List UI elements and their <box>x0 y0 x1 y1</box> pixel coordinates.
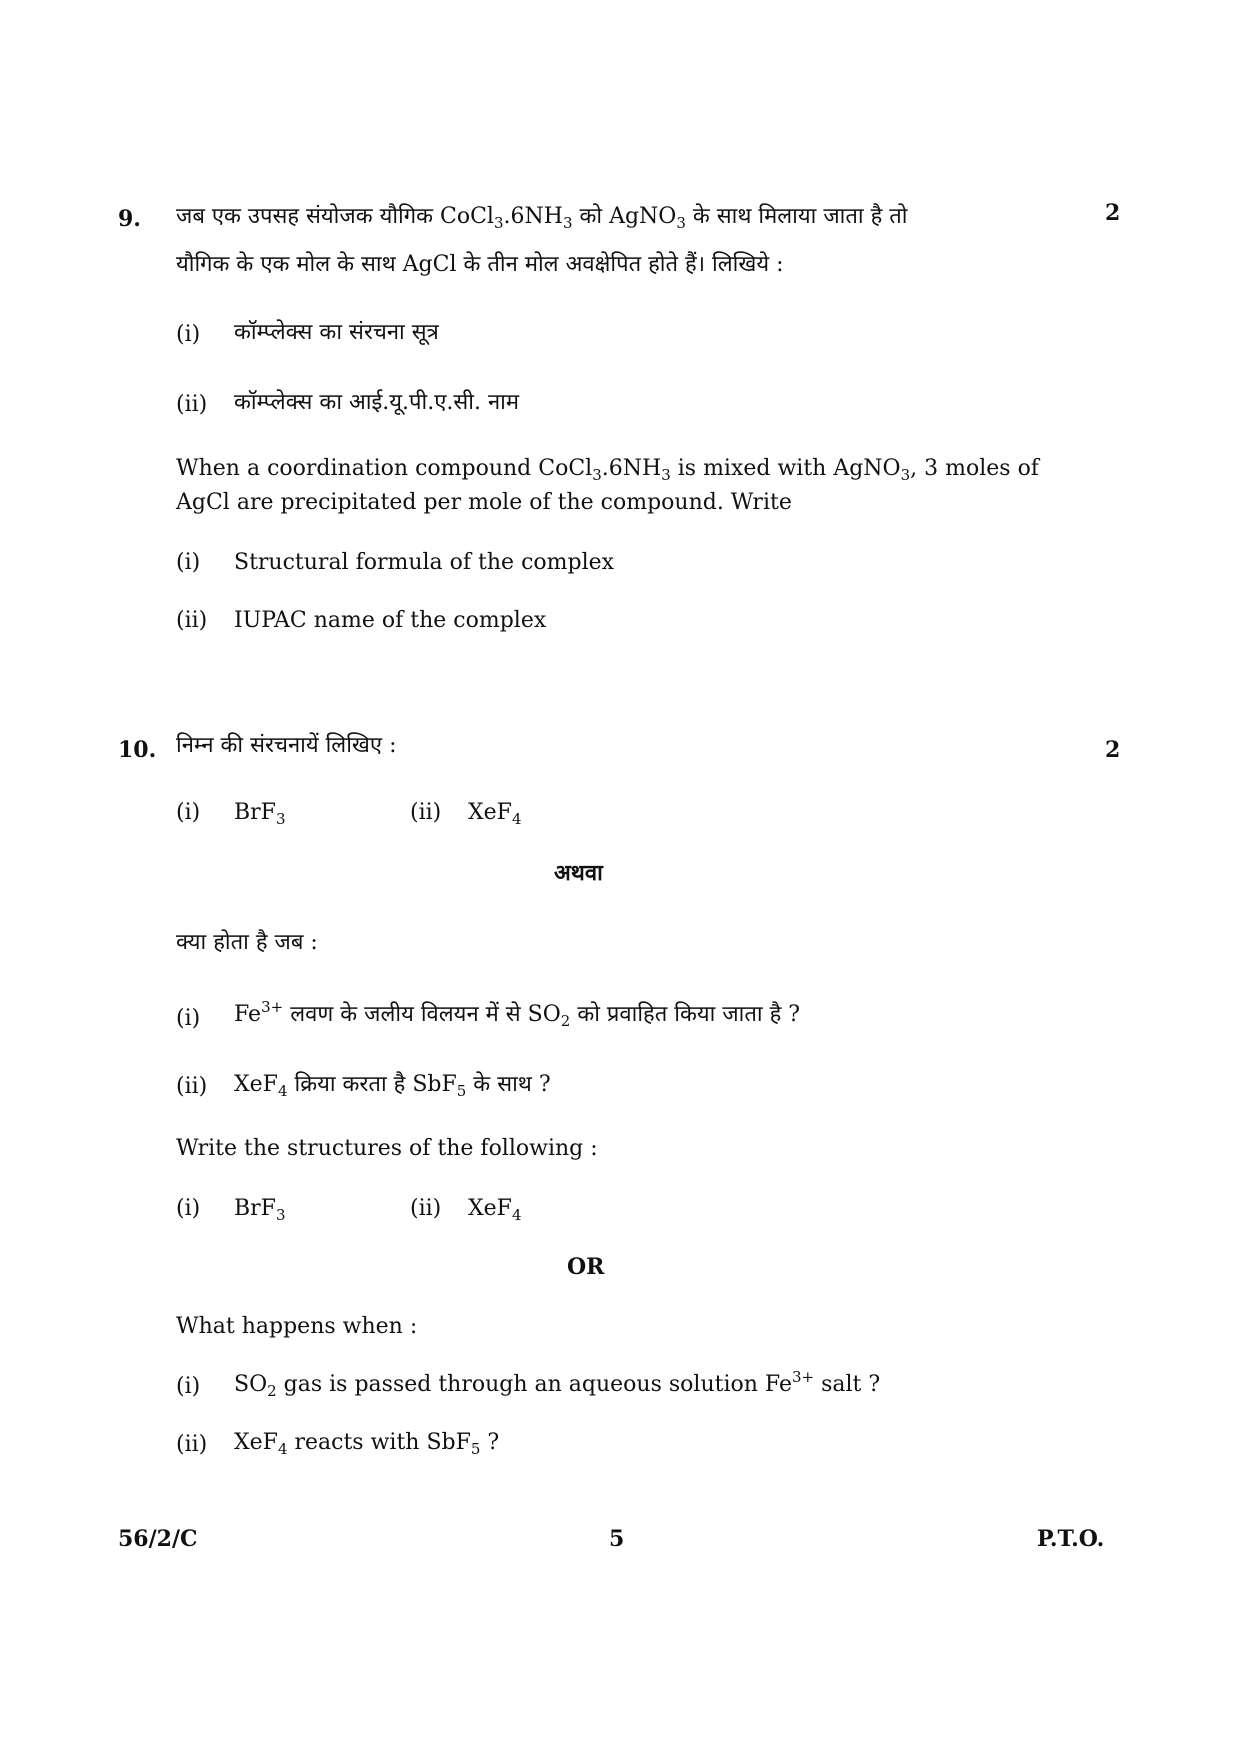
q10-english-a-formula: BrF$_3$ <box>234 1196 286 1224</box>
page-number: 5 <box>609 1526 625 1552</box>
q9-hindi-item-1-label: (i) <box>176 322 201 347</box>
q10-english-w2-label: (ii) <box>176 1432 208 1457</box>
q9-hindi-line-2: यौगिक के एक मोल के साथ AgCl के तीन मोल अवक्षेपित होते हैं। लिखिये : <box>176 252 784 277</box>
q10-hindi-prompt: निम्न की संरचनायें लिखिए : <box>176 733 397 758</box>
q10-hindi-what-happens: क्या होता है जब : <box>176 930 318 955</box>
q9-english-line-2: AgCl are precipitated per mole of the compound. Write <box>176 490 792 515</box>
q10-hindi-b-formula: XeF$_4$ <box>468 800 522 828</box>
pto-label: P.T.O. <box>1037 1526 1105 1552</box>
q9-english-item-1-label: (i) <box>176 550 201 575</box>
q10-hindi-w1-label: (i) <box>176 1006 201 1031</box>
q10-hindi-or: अथवा <box>554 860 603 886</box>
question-10-number: 10. <box>118 737 157 763</box>
q10-hindi-b-label: (ii) <box>410 800 442 825</box>
q9-hindi-item-2: कॉम्प्लेक्स का आई.यू.पी.ए.सी. नाम <box>234 390 520 415</box>
q10-english-b-formula: XeF$_4$ <box>468 1196 522 1224</box>
question-9-number: 9. <box>118 206 141 232</box>
q10-hindi-w2-label: (ii) <box>176 1074 208 1099</box>
q10-hindi-a-label: (i) <box>176 800 201 825</box>
q10-hindi-w1: $Fe^{3+}$ लवण के जलीय विलयन में से $SO_2$ को प्रवाहित किया जाता है ? <box>234 998 801 1030</box>
q9-english-line-1: When a coordination compound $CoCl_3.6NH_3$ is mixed with AgNO$_3$, 3 moles of <box>176 456 1039 484</box>
q9-hindi-item-2-label: (ii) <box>176 392 208 417</box>
q10-english-b-label: (ii) <box>410 1196 442 1221</box>
q10-english-w1-label: (i) <box>176 1374 201 1399</box>
paper-code: 56/2/C <box>118 1526 198 1552</box>
q10-english-a-label: (i) <box>176 1196 201 1221</box>
q10-english-or: OR <box>567 1254 605 1280</box>
q9-hindi-item-1: कॉम्प्लेक्स का संरचना सूत्र <box>234 320 439 345</box>
q10-hindi-w2: XeF$_4$ क्रिया करता है SbF$_5$ के साथ ? <box>234 1072 551 1100</box>
q10-hindi-a-formula: BrF$_3$ <box>234 800 286 828</box>
question-9-marks: 2 <box>1105 200 1121 226</box>
q9-english-item-1: Structural formula of the complex <box>234 550 615 575</box>
q9-hindi-line-1: जब एक उपसह संयोजक यौगिक $CoCl_3.6NH_3$ को AgNO$_3$ के साथ मिलाया जाता है तो <box>176 204 908 232</box>
q10-english-what-happens: What happens when : <box>176 1314 418 1339</box>
q10-english-w1: $SO_2$ gas is passed through an aqueous solution $Fe^{3+}$ salt ? <box>234 1368 881 1400</box>
q10-english-prompt: Write the structures of the following : <box>176 1136 598 1161</box>
q10-english-w2: XeF$_4$ reacts with SbF$_5$ ? <box>234 1430 500 1458</box>
q9-english-item-2-label: (ii) <box>176 608 208 633</box>
question-10-marks: 2 <box>1105 737 1121 763</box>
q9-english-item-2: IUPAC name of the complex <box>234 608 547 633</box>
